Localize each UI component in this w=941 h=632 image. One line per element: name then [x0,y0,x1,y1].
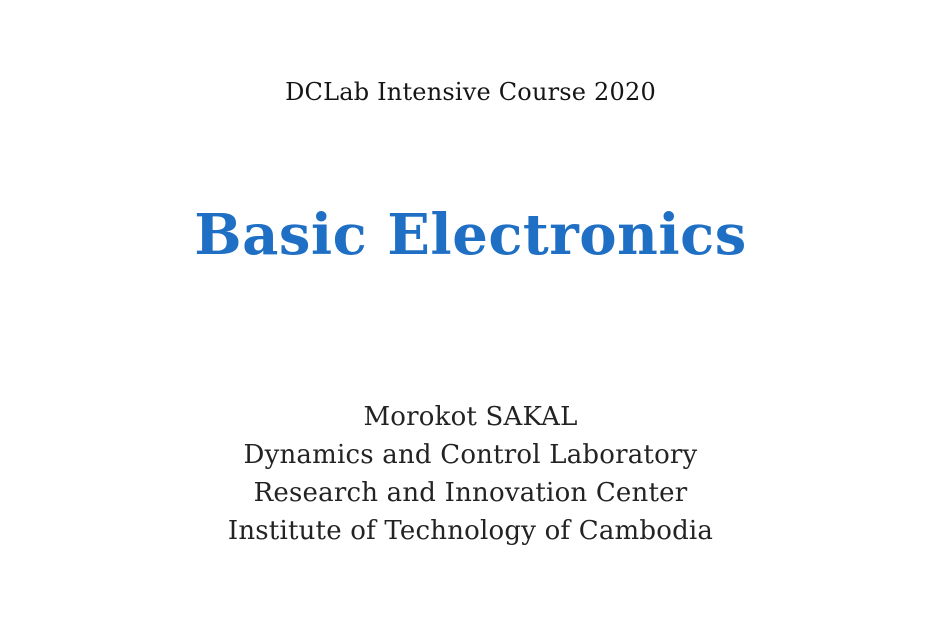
author-affiliation-lab: Dynamics and Control Laboratory [243,440,698,470]
author-affiliation-institute: Institute of Technology of Cambodia [227,516,714,546]
course-label: DCLab Intensive Course 2020 [285,78,656,106]
page-title: Basic Electronics [194,202,747,268]
author-block [0,398,941,550]
author-affiliation-center: Research and Innovation Center [253,478,688,508]
author-name: Morokot SAKAL [363,402,578,432]
